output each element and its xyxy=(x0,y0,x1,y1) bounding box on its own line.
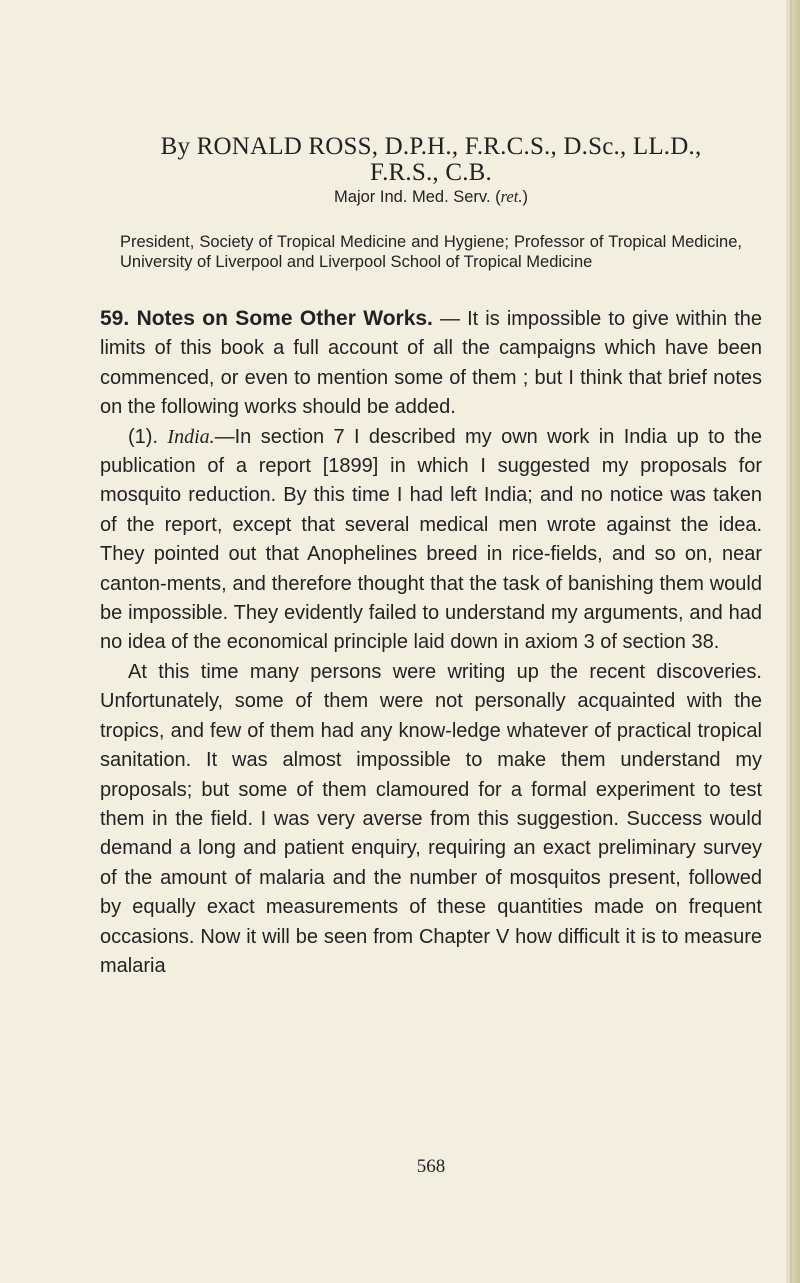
author-line-2: F.R.S., C.B. xyxy=(370,159,492,186)
author-byline xyxy=(100,134,762,186)
body-text xyxy=(100,304,762,981)
rank-suffix: ) xyxy=(522,188,528,206)
author-line-1 xyxy=(100,134,762,160)
section-intro-paragraph xyxy=(100,304,762,423)
rank-prefix: Major Ind. Med. Serv. ( xyxy=(334,188,501,206)
page-edge xyxy=(786,0,800,1283)
page-edge-stripe xyxy=(790,0,792,1283)
india-heading: India. xyxy=(167,425,215,448)
rank-italic: ret. xyxy=(500,187,523,206)
page-number: 568 xyxy=(416,1156,446,1177)
discoveries-paragraph: At this time many persons were writing up the recent discoveries. Unfortunately, some of them were not personally acquainted with the tropics, and few of them had any know-ledge whatever of practical tropical sanitation. It was almost impossible to make them understand my proposals; but some of them clamoured for a formal experiment to test them in the field. I was very averse from this suggestion. Success would demand a long and patient enquiry, requiring an exact preliminary survey of the amount of malaria and the number of mosquitos present, followed by equally exact measurements of these quantities made on frequent occasions. Now it will be seen from Chapter V how difficult it is to measure malaria xyxy=(100,660,762,977)
section-heading: 59. Notes on Some Other Works. xyxy=(100,307,433,330)
section-intro-text: — It is impossible to give within the limits of this book a full account of all the campaigns which have been commenced, or even to mention some of them ; but I think that brief notes on the following works should be added. xyxy=(100,308,762,419)
byline-prefix: By xyxy=(160,133,197,160)
author-affiliation: President, Society of Tropical Medicine and Hygiene; Professor of Tropical Medicine, University of Liverpool and Liverpool School of Tropical Medicine xyxy=(120,233,742,271)
india-number: (1). xyxy=(128,425,168,448)
india-text: —In section 7 I described my own work in India up to the publication of a report [1899] in which I suggested my proposals for mosquito reduction. By this time I had left India; and no notice was taken of the report, except that several medical men wrote against the idea. They pointed out that Anophelines breed in rice-fields, and so on, near canton-ments, and therefore thought that the task of banishing them would be impossible. They evidently failed to understand my arguments, and had no idea of the economical principle laid down in axiom 3 of section 38. xyxy=(100,425,763,654)
author-name: RONALD ROSS, D.P.H., F.R.C.S., D.Sc., LL.D., xyxy=(196,133,702,160)
author-rank xyxy=(100,186,762,208)
india-paragraph xyxy=(100,423,762,658)
